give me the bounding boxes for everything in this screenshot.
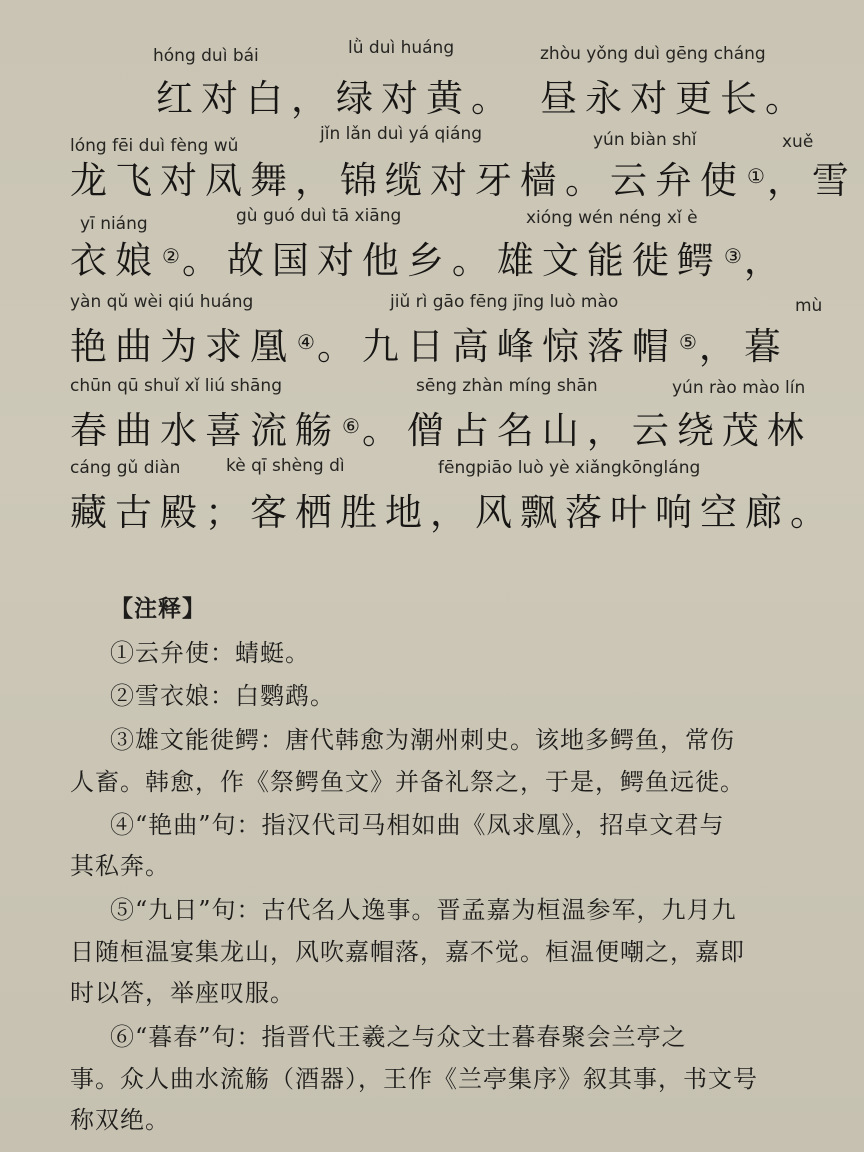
note-text: 日随桓温宴集龙山，风吹嘉帽落，嘉不觉。桓温便嘲之，嘉即 — [70, 938, 745, 966]
note-text: ④“艳曲”句：指汉代司马相如曲《凤求凰》，招卓文君与 — [110, 811, 725, 839]
footnote-marker: ④ — [297, 330, 315, 354]
note-text: 称双绝。 — [70, 1106, 170, 1134]
pinyin: yàn qǔ wèi qiú huáng — [70, 292, 254, 312]
hanzi-text: 春曲水喜流觞 ⑥。僧占名山，云绕茂林 — [70, 409, 812, 452]
pinyin: zhòu yǒng duì gēng cháng — [540, 44, 766, 64]
pinyin: fēngpiāo luò yè xiǎngkōngláng — [438, 458, 701, 478]
hanzi-text: 龙飞对凤舞，锦缆对牙樯。云弁使 ①，雪 — [70, 159, 857, 202]
pinyin: jiǔ rì gāo fēng jīng luò mào — [390, 292, 619, 312]
verse-line-5 — [0, 370, 864, 460]
note-text: 人畜。韩愈，作《祭鳄鱼文》并备礼祭之，于是，鳄鱼远徙。 — [70, 768, 745, 796]
verse-line-6 — [0, 452, 864, 542]
note-text: 时以答，举座叹服。 — [70, 979, 295, 1007]
footnote-marker: ③ — [723, 244, 742, 268]
note-text: 其私奔。 — [70, 852, 170, 880]
verse-line-3 — [0, 204, 864, 294]
pinyin: lóng fēi duì fèng wǔ — [70, 136, 239, 156]
footnote-marker: ⑤ — [678, 330, 697, 354]
pinyin: yún biàn shǐ — [593, 130, 697, 150]
verse-line-1 — [0, 38, 864, 128]
pinyin: kè qī shèng dì — [226, 456, 345, 476]
hanzi-text: 红对白，绿对黄。 — [156, 77, 516, 120]
note-text: 事。众人曲水流觞（酒器），王作《兰亭集序》叙其事，书文号 — [70, 1065, 758, 1093]
footnote-marker: ② — [162, 244, 180, 268]
pinyin: yī niáng — [80, 214, 148, 234]
note-text: ③雄文能徙鳄：唐代韩愈为潮州刺史。该地多鳄鱼，常伤 — [110, 726, 735, 754]
note-text: ⑤“九日”句：古代名人逸事。晋孟嘉为桓温参军，九月九 — [110, 896, 737, 924]
hanzi-text: 藏古殿；客栖胜地，风飘落叶响空廊。 — [70, 491, 835, 534]
verse-line-4 — [0, 288, 864, 378]
pinyin: lǜ duì huáng — [348, 38, 455, 58]
note-text: ②雪衣娘：白鹦鹉。 — [110, 682, 335, 710]
hanzi-text: 衣娘 ②。故国对他乡。雄文能徙鳄 ③， — [70, 239, 789, 282]
hanzi-text: 昼永对更长。 — [540, 77, 810, 120]
pinyin: xióng wén néng xǐ è — [526, 208, 698, 228]
pinyin: chūn qū shuǐ xǐ liú shāng — [70, 376, 283, 396]
pinyin: cáng gǔ diàn — [70, 458, 181, 478]
pinyin: hóng duì bái — [153, 46, 259, 66]
footnote-marker: ① — [747, 164, 765, 188]
notes-heading: 【注释】 — [110, 596, 206, 622]
pinyin: yún rào mào lín — [672, 378, 806, 398]
pinyin: mù — [795, 296, 823, 316]
pinyin: jǐn lǎn duì yá qiáng — [320, 124, 483, 144]
footnote-marker: ⑥ — [342, 414, 360, 438]
pinyin: xuě — [782, 132, 814, 152]
hanzi-text: 艳曲为求凰 ④。九日高峰惊落帽 ⑤，暮 — [70, 325, 789, 368]
verse-line-2 — [0, 120, 864, 210]
pinyin: sēng zhàn míng shān — [416, 376, 598, 396]
note-text: ⑥“暮春”句：指晋代王羲之与众文士暮春聚会兰亭之 — [110, 1023, 687, 1051]
note-text: ①云弁使：蜻蜓。 — [110, 639, 310, 667]
pinyin: gù guó duì tā xiāng — [236, 206, 402, 226]
